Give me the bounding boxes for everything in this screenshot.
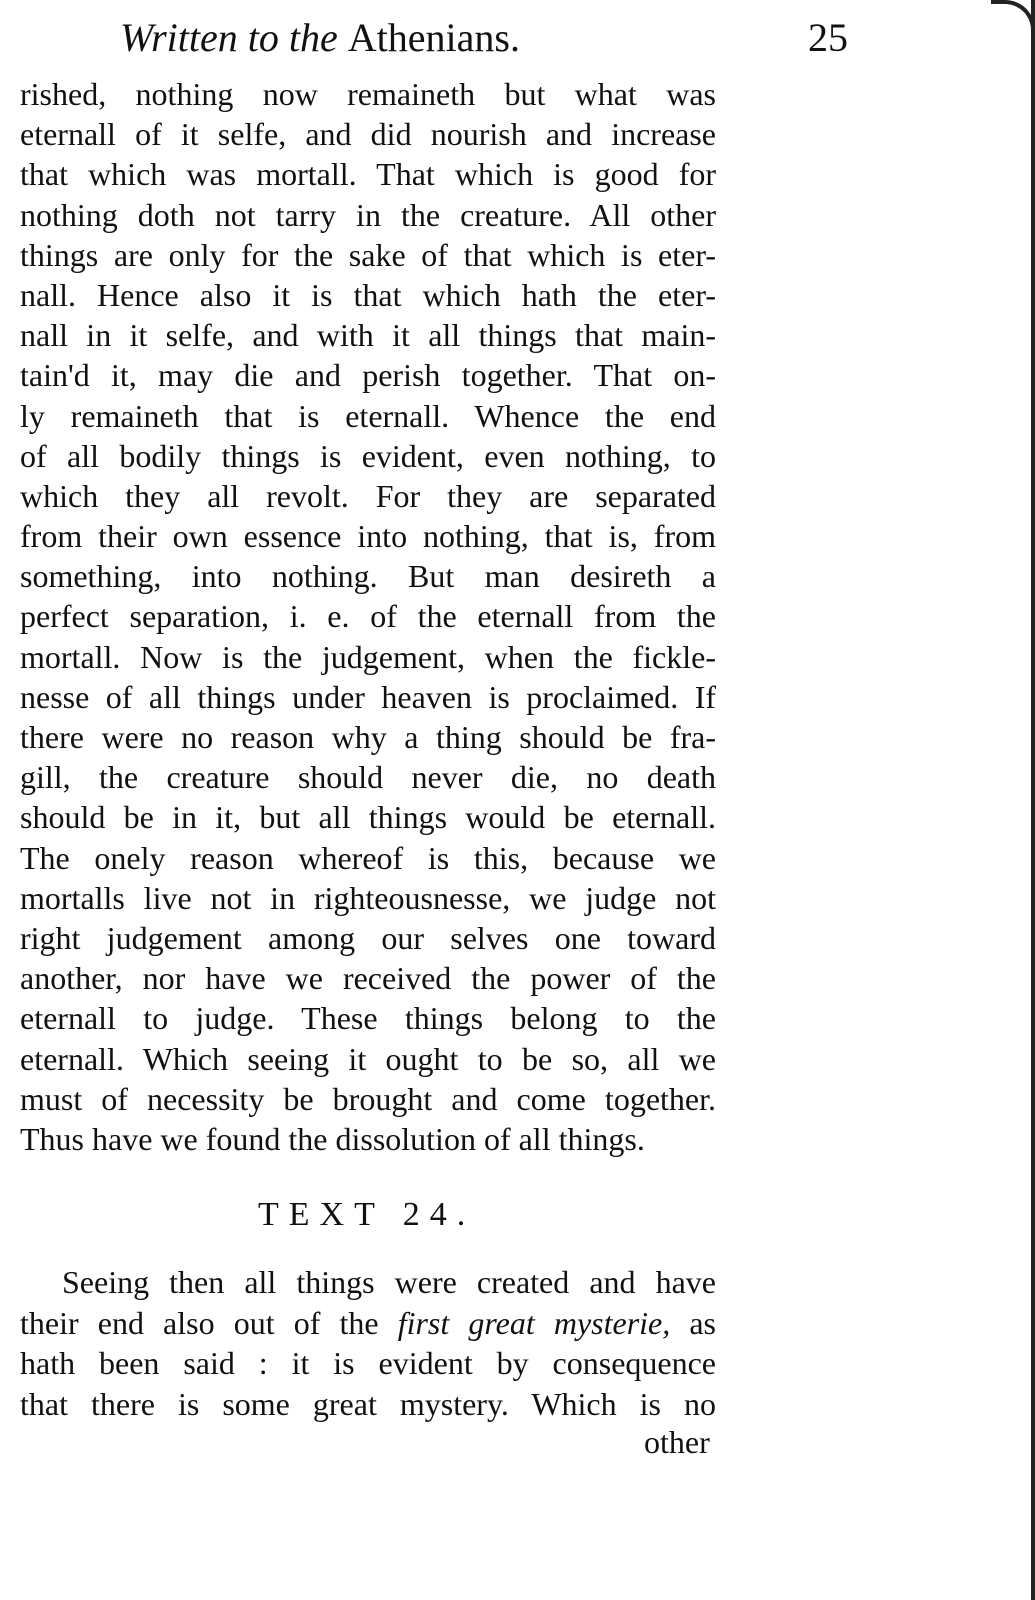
italic-phrase: first great mysterie, — [397, 1304, 671, 1341]
text-line: another, nor have we received the power of the — [20, 960, 716, 997]
text-line: something, into nothing. But man desireth a — [20, 558, 716, 595]
text-line: hath been said : it is evident by consequence — [20, 1345, 716, 1381]
text-line: rished, nothing now remaineth but what was — [20, 76, 716, 112]
body-text — [20, 74, 716, 1159]
text-line: The onely reason whereof is this, because we — [20, 839, 716, 876]
text-line: nothing doth not tarry in the creature. All other — [20, 196, 716, 233]
text-line: perfect separation, i. e. of the eternall from the — [20, 598, 716, 635]
text-line: nesse of all things under heaven is proclaimed. If — [20, 678, 716, 715]
text-line: tain'd it, may die and perish together. That on- — [20, 357, 716, 394]
text-line: eternall of it selfe, and did nourish and increase — [20, 116, 716, 153]
catchword: other — [644, 1424, 710, 1460]
text-line: that which was mortall. That which is good for — [20, 156, 716, 193]
page-number: 25 — [808, 15, 848, 60]
page-corner-curl — [991, 0, 1035, 30]
text-line: that there is some great mystery. Which is no — [20, 1385, 716, 1422]
text-line: eternall. Which seeing it ought to be so, all we — [20, 1040, 716, 1077]
text-line: should be in it, but all things would be eternall. — [20, 799, 716, 836]
text-line: things are only for the sake of that which is eter- — [20, 236, 716, 273]
text-line: Seeing then all things were created and have — [62, 1264, 716, 1300]
text-line: nall. Hence also it is that which hath the eter- — [20, 276, 716, 313]
text-line: nall in it selfe, and with it all things that main- — [20, 317, 716, 354]
text-line: right judgement among our selves one toward — [20, 919, 716, 956]
section-heading: TEXT 24. — [258, 1196, 476, 1233]
text-24-body — [20, 1262, 716, 1424]
text-line: from their own essence into nothing, that is, from — [20, 518, 716, 555]
running-head-roman: Athenians. — [347, 15, 520, 60]
text-run: their end also out of the — [20, 1304, 398, 1341]
text-line — [20, 1303, 716, 1344]
text-line: must of necessity be brought and come together. — [20, 1080, 716, 1117]
text-line: mortall. Now is the judgement, when the fickle- — [20, 638, 716, 675]
text-line: of all bodily things is evident, even nothing, to — [20, 437, 716, 474]
text-line: ly remaineth that is eternall. Whence the end — [20, 397, 716, 434]
text-line: mortalls live not in righteousnesse, we judge not — [20, 879, 716, 916]
text-line: which they all revolt. For they are separated — [20, 477, 716, 514]
text-line: gill, the creature should never die, no death — [20, 759, 716, 796]
running-head-italic: Written to the — [120, 15, 348, 60]
running-head — [120, 14, 720, 61]
text-line: Thus have we found the dissolution of all things. — [20, 1120, 645, 1157]
text-line: eternall to judge. These things belong to the — [20, 1000, 716, 1037]
text-run: as — [670, 1304, 716, 1341]
page-edge — [1031, 0, 1035, 1600]
text-line: there were no reason why a thing should be fra- — [20, 719, 716, 755]
